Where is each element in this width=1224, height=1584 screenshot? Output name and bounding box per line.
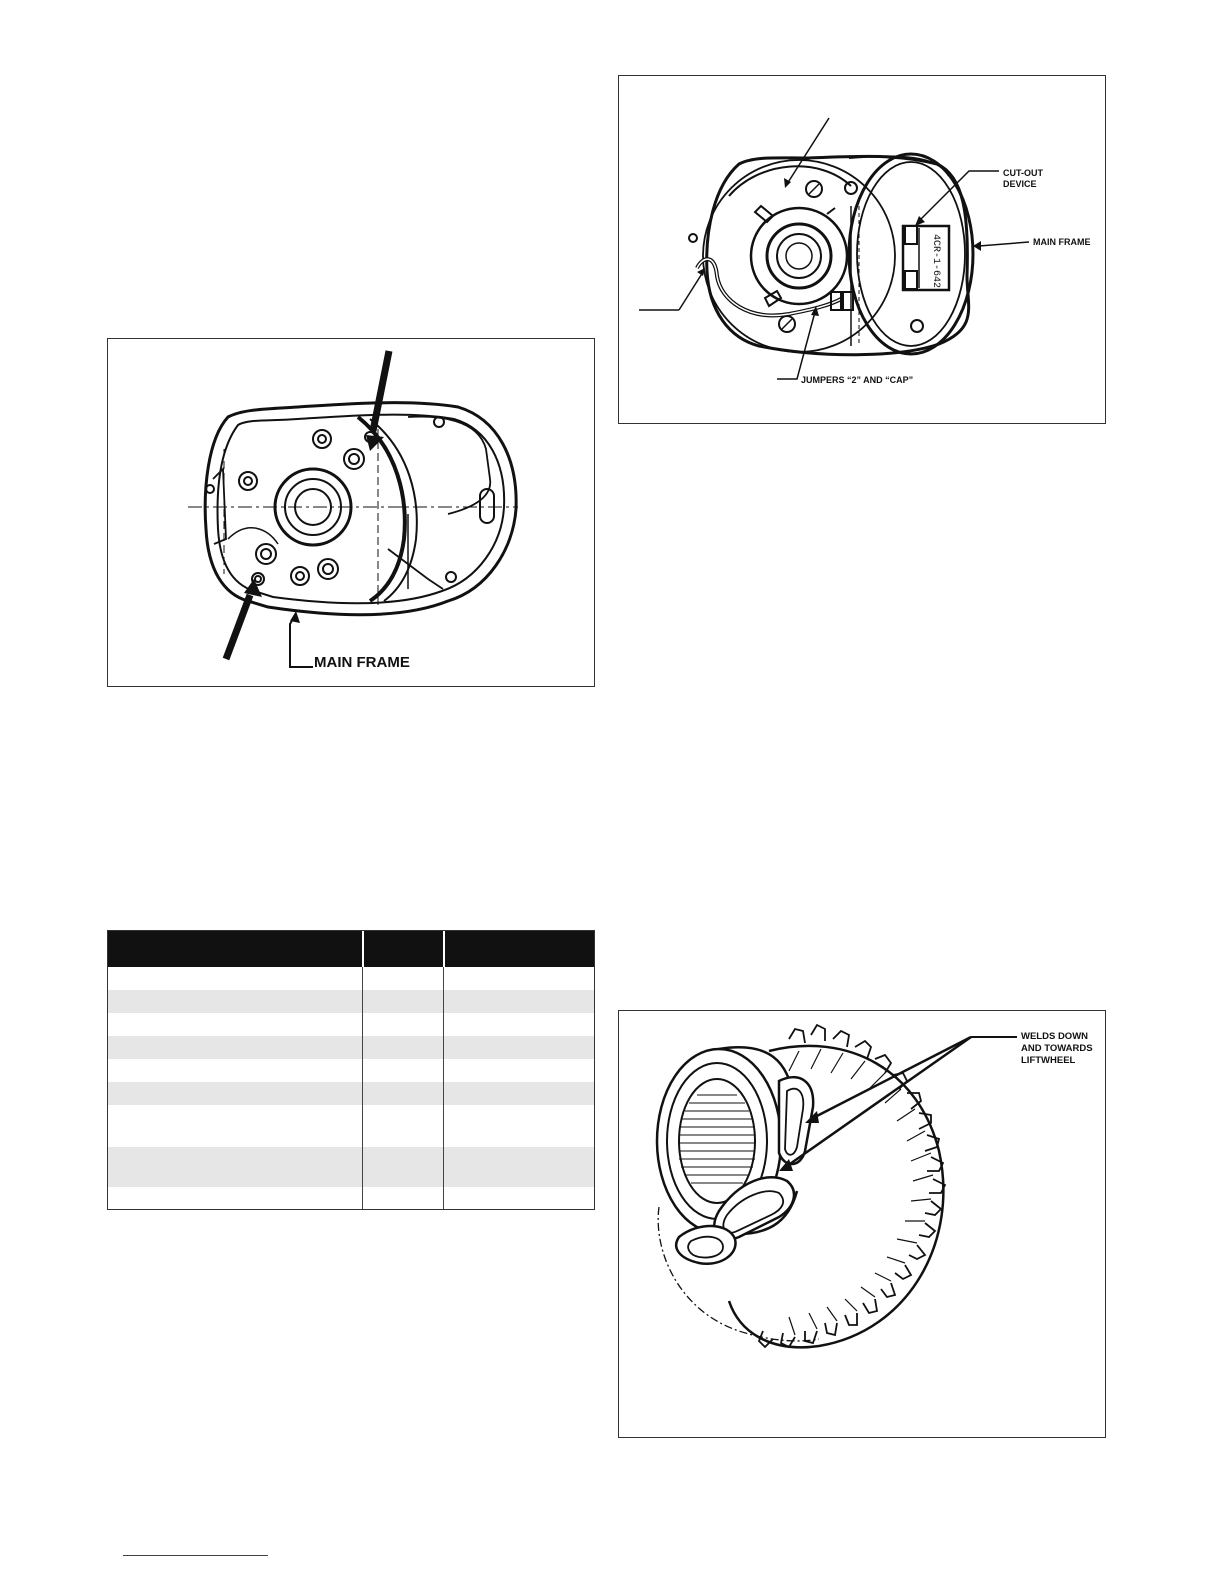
table-header — [108, 931, 594, 967]
table-row — [108, 1105, 594, 1147]
column-divider — [443, 967, 444, 1209]
header-divider — [362, 931, 364, 967]
table-row — [108, 1082, 594, 1105]
table-row — [108, 967, 594, 990]
footer-link[interactable] — [123, 1555, 268, 1556]
welds-label-line3: LIFTWHEEL — [1021, 1055, 1076, 1066]
cutout-device-label-line1: CUT-OUT — [1003, 168, 1043, 178]
jumpers-label: JUMPERS “2” AND “CAP” — [801, 375, 914, 385]
main-frame-labels — [108, 339, 596, 688]
table-row — [108, 990, 594, 1013]
table-row — [108, 1036, 594, 1059]
main-frame-label: MAIN FRAME — [1033, 237, 1091, 247]
header-divider — [443, 931, 445, 967]
data-table — [107, 930, 595, 1210]
cutout-device-labels — [619, 76, 1107, 425]
welds-label-line1: WELDS DOWN — [1021, 1031, 1089, 1042]
table-row — [108, 1059, 594, 1082]
gear-welds-figure — [618, 1010, 1106, 1438]
part-marking: 4CR-1-642 — [930, 234, 941, 289]
cutout-device-figure — [618, 75, 1106, 424]
table-row — [108, 1013, 594, 1036]
gear-welds-labels — [619, 1011, 1107, 1439]
table-row — [108, 1147, 594, 1187]
table-row — [108, 1187, 594, 1209]
cutout-device-label-line2: DEVICE — [1003, 179, 1037, 189]
welds-label-line2: AND TOWARDS — [1021, 1043, 1093, 1054]
main-frame-figure — [107, 338, 595, 687]
column-divider — [362, 967, 363, 1209]
main-frame-label: MAIN FRAME — [314, 654, 410, 671]
